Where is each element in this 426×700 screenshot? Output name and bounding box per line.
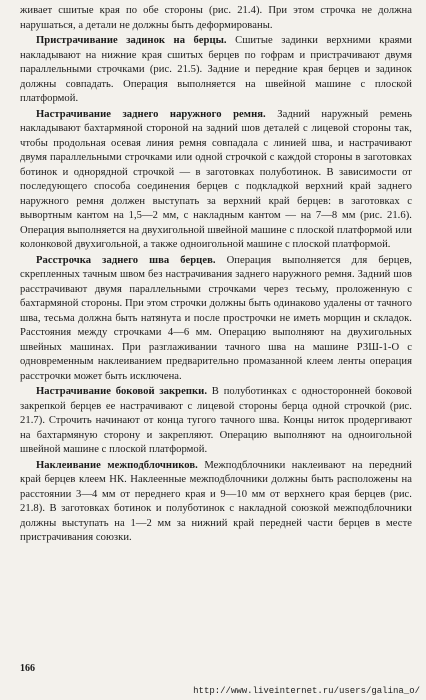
page-number: 166 (20, 663, 35, 674)
paragraph-heading: Наклеивание межподблочников. (36, 459, 198, 471)
paragraph-text: В полуботинках с односторонней боковой закрепкой берцев ее настрачивают с лицевой стороны берца одной строчкой (рис. 21.7). Строчить начинают от конца тугого тачного шва. Концы ниток продергивают на бахтармяную сторону и закрепляют. Операцию выполняют на одноигольной швейной машине с плоской платформой. (20, 386, 413, 455)
paragraph-heading: Пристрачивание задинок на берцы. (36, 35, 227, 46)
paragraph-continuation (20, 4, 412, 33)
paragraph-heading: Расстрочка заднего шва берцев. (36, 254, 216, 266)
paragraph-back-strap (20, 108, 412, 253)
page-text (20, 4, 412, 546)
paragraph-heading: Настрачивание заднего наружного ремня. (36, 108, 266, 120)
paragraph-text: Сшитые задинки верхними краями накладывают на нижние края сшитых берцев по гофрам и пристрачивают двумя параллельными строчками (рис. 21.5). Задние и передние края берцев и задинок должны совпадать. Операция выполняется на швейной машине с плоской платформой. (20, 35, 412, 104)
paragraph-text: Задний наружный ремень накладывают бахтармяной стороной на задний шов деталей с лицевой стороны так, чтобы продольная осевая линия ремня совпадала с линией шва, и настрачивают двумя параллельными строчками или одной строчкой с каждой стороны в заготовках ботинок и однорядной строчкой — в заготовках полуботинок. В зависимости от последующего способа соединения берцев с подкладкой верхний край заднего наружного ремня должен выступать за верхний край берцев: в заготовках с вывортным кантом на 1,5—2 мм, с накладным кантом — на 7—8 мм (рис. 21.6). Операция выполняется на двухигольной швейной машине с плоской платформой или колонковой двухигольной, а также одноигольной машине с плоской платформой. (20, 108, 412, 250)
paragraph-text: живает сшитые края по обе стороны (рис. 21.4). При этом строчка не должна нарушаться, а детали не должны быть деформированы. (20, 5, 412, 31)
paragraph-heading: Настрачивание боковой закрепки. (36, 386, 208, 397)
paragraph-text: Операция выполняется для берцев, скрепленных тачным швом без настрачивания заднего наружного ремня. Задний шов расстрачивают двумя параллельными строчками через тесьму, проложенную с бахтармяной стороны. При этом строчки должны быть одинаково удалены от тачного шва, тесьма должна быть натянута и после прострочки не иметь морщин и складок. Расстояния между строчками 4—6 мм. Операцию выполняют на двухигольных швейных машинах. При разглаживании тачного шва на машине РЗШ-1-О с одновременным наклеиванием предварительно промазанной клеем ленты операция расстрочки может быть исключена. (20, 254, 413, 382)
watermark-url: http://www.liveinternet.ru/users/galina_o/ (193, 686, 420, 696)
paragraph-back-seam (20, 254, 412, 385)
paragraph-heels (20, 34, 412, 107)
paragraph-side-fastener (20, 385, 412, 458)
paragraph-text: Межподблочники наклеивают на передний край берцев клеем НК. Наклеенные межподблочники должны быть расположены на расстоянии 3—4 мм от переднего края и 9—10 мм от верхнего края берцев (рис. 21.8). В заготовках ботинок и полуботинок с накладной союзкой межподблочники должны выступать на 1—2 мм за нижний край передней части берцев в месте пристрачивания союзки. (20, 459, 412, 543)
paragraph-interlinings (20, 459, 412, 546)
